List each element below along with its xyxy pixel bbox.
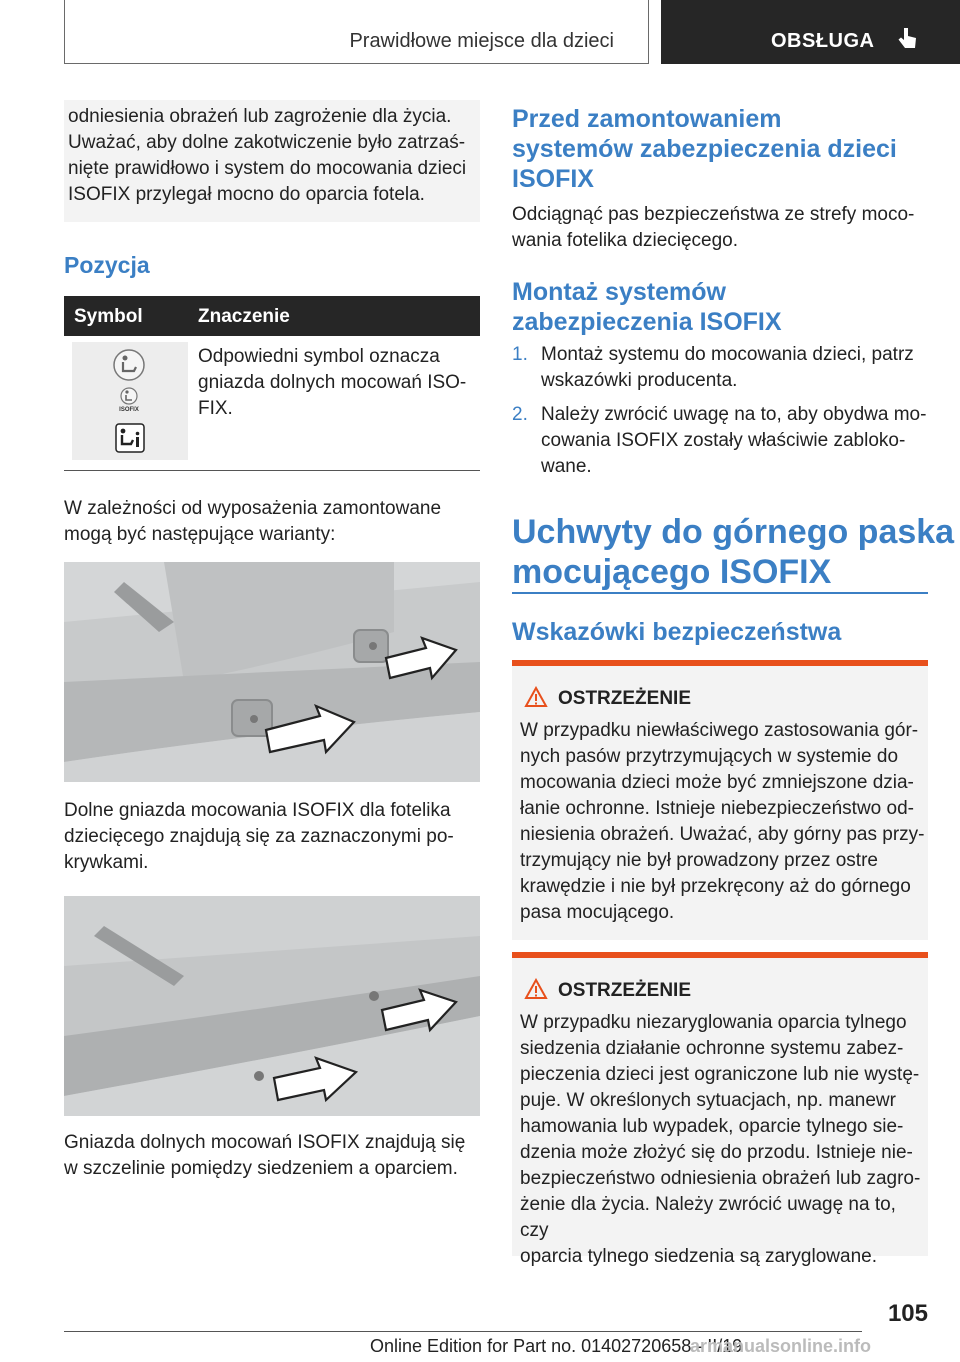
warning-bar xyxy=(512,660,928,666)
step-number: 1. xyxy=(512,344,528,365)
text-line: Odciągnąć pas bezpieczeństwa ze strefy moco- xyxy=(512,204,915,225)
warning-line: hamowania lub wypadek, oparcie tylnego sie- xyxy=(520,1116,904,1137)
isofix-photo-1 xyxy=(64,562,480,782)
safety-heading: Wskazówki bezpieczeństwa xyxy=(512,618,842,646)
before-mount-text xyxy=(512,202,914,254)
warning-line: niesienia obrażeń. Uważać, aby górny pas przy- xyxy=(520,824,925,845)
heading-line: Montaż systemów xyxy=(512,278,726,306)
mount-steps xyxy=(512,342,928,480)
variants-text xyxy=(64,496,441,548)
caption-line: w szczelinie pomiędzy siedzeniem a oparciem. xyxy=(64,1158,458,1179)
intro-line: ISOFIX przylegał mocno do oparcia fotela. xyxy=(68,184,425,205)
warning-triangle-icon xyxy=(524,686,548,708)
footer-edition: Online Edition for Part no. 01402720658 - II/19 xyxy=(370,1336,743,1356)
warning-line: puje. W określonych sytuacjach, np. manewr xyxy=(520,1090,896,1111)
warning-triangle-icon xyxy=(524,978,548,1000)
mount-heading xyxy=(512,277,782,337)
warning-line: bezpieczeństwo odniesienia obrażeń lub zagro- xyxy=(520,1168,921,1189)
header-section-title: Prawidłowe miejsce dla dzieci xyxy=(349,30,614,52)
step-line: Należy zwrócić uwagę na to, aby obydwa mo- xyxy=(541,404,927,425)
step-item xyxy=(512,402,928,480)
warning-line: W przypadku niewłaściwego zastosowania gór- xyxy=(520,720,919,741)
page-number: 105 xyxy=(887,1300,928,1327)
meaning-line: FIX. xyxy=(198,398,233,419)
warning-line: dzenia może złożyć się do przodu. Istnieje nie- xyxy=(520,1142,913,1163)
footer-watermark: armanualsonline.info xyxy=(690,1336,872,1356)
warning-line: pieczenia dzieci jest ograniczone lub nie wystę- xyxy=(520,1064,920,1085)
step-number: 2. xyxy=(512,404,528,425)
variants-line: W zależności od wyposażenia zamontowane xyxy=(64,498,442,519)
photo1-caption xyxy=(64,798,454,876)
isofix-photo-2 xyxy=(64,896,480,1116)
photo2-caption xyxy=(64,1130,465,1182)
warning-line: oparcia tylnego siedzenia są zaryglowane. xyxy=(520,1246,877,1267)
isofix-label: ISOFIX xyxy=(119,407,139,412)
warning-line: siedzenia działanie ochronne systemu zabez- xyxy=(520,1038,904,1059)
step-line: wskazówki producenta. xyxy=(541,370,738,391)
isofix-seat-icon xyxy=(116,386,142,412)
warning-box-1 xyxy=(512,660,928,940)
heading-line: systemów zabezpieczenia dzieci xyxy=(512,135,897,163)
table-col-symbol: Symbol xyxy=(74,306,143,327)
main-heading xyxy=(512,512,954,592)
caption-line: Gniazda dolnych mocowań ISOFIX znajdują się xyxy=(64,1132,466,1153)
footer-rule xyxy=(64,1331,862,1332)
symbol-table-header xyxy=(64,296,480,336)
intro-line: odniesienia obrażeń lub zagrożenie dla życia. xyxy=(68,106,452,127)
step-line: Montaż systemu do mocowania dzieci, patrz xyxy=(541,344,914,365)
warning-line: nych pasów przytrzymujących w systemie do xyxy=(520,746,899,767)
warning-line: mocowania dzieci może być zmniejszone dzia- xyxy=(520,772,914,793)
warning-line: trzymujący nie był prowadzony przez ostre xyxy=(520,850,878,871)
table-bottom-rule xyxy=(64,470,480,471)
warning-box-2 xyxy=(512,952,928,1267)
text-line: wania fotelika dziecięcego. xyxy=(512,230,739,251)
heading-line: ISOFIX xyxy=(512,165,594,193)
warning-text xyxy=(520,1010,928,1270)
warning-title: OSTRZEŻENIE xyxy=(558,980,692,1001)
warning-title: OSTRZEŻENIE xyxy=(558,688,692,709)
warning-line: W przypadku niezaryglowania oparcia tylnego xyxy=(520,1012,907,1033)
position-heading: Pozycja xyxy=(64,252,150,278)
heading-line: Przed zamontowaniem xyxy=(512,105,782,133)
isofix-symbol-cell xyxy=(72,342,188,460)
warning-line: łanie ochronne. Istnieje niebezpieczeństwo od- xyxy=(520,798,914,819)
header-tab-label: OBSŁUGA xyxy=(771,30,875,52)
warning-text xyxy=(520,718,924,926)
variants-line: mogą być następujące warianty: xyxy=(64,524,336,545)
before-mount-heading xyxy=(512,104,897,194)
step-line: wane. xyxy=(541,456,592,477)
header-tab[interactable] xyxy=(661,0,960,64)
warning-line: żenie dla życia. Należy zwrócić uwagę na to, czy xyxy=(520,1194,896,1241)
hand-pointer-icon xyxy=(897,26,919,52)
caption-line: dziecięcego znajdują się za zaznaczonymi po- xyxy=(64,826,454,847)
header-section-box xyxy=(64,0,649,64)
heading-line: mocującego ISOFIX xyxy=(512,553,832,591)
child-seat-icon xyxy=(112,348,146,382)
meaning-line: gniazda dolnych mocowań ISO- xyxy=(198,372,467,393)
symbol-meaning xyxy=(198,344,474,422)
table-col-meaning: Znaczenie xyxy=(198,306,290,327)
caption-line: krywkami. xyxy=(64,852,149,873)
warning-line: pasa mocującego. xyxy=(520,902,675,923)
caption-line: Dolne gniazda mocowania ISOFIX dla fotelika xyxy=(64,800,451,821)
meaning-line: Odpowiedni symbol oznacza xyxy=(198,346,440,367)
heading-line: zabezpieczenia ISOFIX xyxy=(512,308,782,336)
main-heading-rule xyxy=(512,592,928,594)
step-line: cowania ISOFIX zostały właściwie zabloko- xyxy=(541,430,906,451)
heading-line: Uchwyty do górnego paska xyxy=(512,513,955,551)
isofix-info-icon xyxy=(114,422,146,454)
warning-line: krawędzie i nie był przekręcony aż do górnego xyxy=(520,876,911,897)
step-item xyxy=(512,342,928,394)
warning-bar xyxy=(512,952,928,958)
intro-line: nięte prawidłowo i system do mocowania dzieci xyxy=(68,158,467,179)
intro-warning-continuation xyxy=(64,100,480,222)
intro-line: Uważać, aby dolne zakotwiczenie było zatrzaś- xyxy=(68,132,466,153)
